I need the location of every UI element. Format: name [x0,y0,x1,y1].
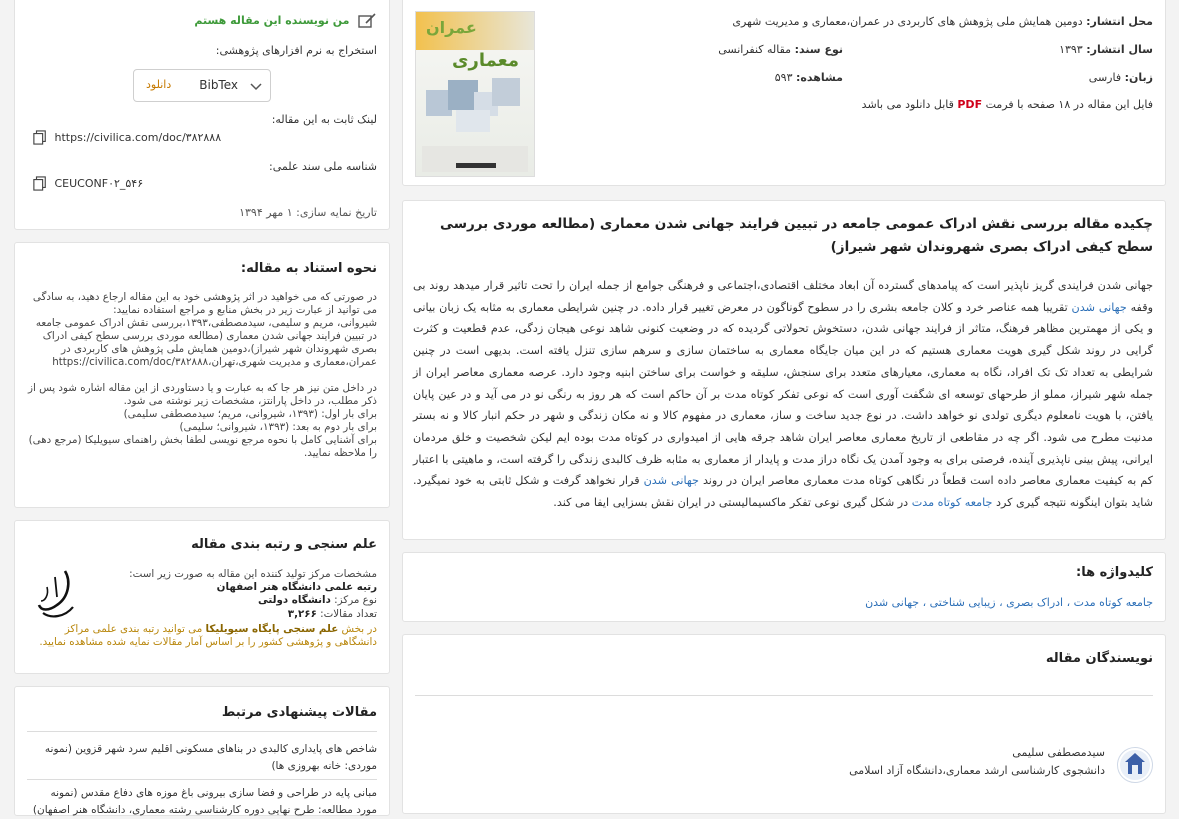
extract-label: استخراج به نرم افزارهای پژوهشی: [215,44,377,57]
export-format-select[interactable] [133,69,271,102]
citation-guide[interactable]: برای آشنایی کامل با نحوه مرجع نویسی لطفا بخش راهنمای سیویلیکا (مرجع دهی) را ملاحظه نمایید. [28,434,377,459]
copy-icon[interactable] [33,175,47,192]
keyword-separator: ، [1063,596,1074,609]
abstract-seg-1: جهانی شدن فرایندی گریز ناپذیر است که پیامدهای گسترده آن ابعاد مختلف اقتصادی،اجتماعی و فرهنگی جوامع از جمله ایران را تحت تاثیر قرار میدهد روند بی وقفه [413,279,1153,314]
citation-next: برای بار دوم به بعد: (۱۳۹۳، شیروانی؛ سلیمی) [179,421,377,433]
year-label: سال انتشار: [1086,43,1153,56]
keywords-card [402,552,1166,622]
related-divider [27,731,377,732]
info-lang [1089,71,1153,84]
info-year [1059,43,1153,56]
keyword-separator: ، [919,596,930,609]
university-emblem-icon [1118,748,1152,782]
abstract-text [413,275,1153,514]
cover-footer [422,146,528,172]
citation-title: نحوه استناد به مقاله: [240,261,377,276]
index-date: تاریخ نمایه سازی: ۱ مهر ۱۳۹۴ [239,206,377,219]
calligraphy-logo-icon [35,567,79,623]
ranking-card [14,520,390,674]
citation-body [27,291,377,460]
author-claim-row[interactable] [194,13,377,29]
citation-first: برای بار اول: (۱۳۹۳، شیروانی، مریم؛ سیدمصطفی سلیمی) [123,408,377,420]
national-id-row [33,175,143,192]
conference-cover-image[interactable] [415,11,535,177]
keyword-link-globalization-2[interactable]: جهانی شدن [643,474,699,488]
file-format: PDF [957,98,983,111]
authors-divider [415,695,1153,696]
publisher-label: محل انتشار: [1086,15,1153,28]
ranking-note [27,623,377,649]
edit-icon [357,13,377,29]
export-download-button[interactable]: دانلود [146,78,172,91]
cover-title-art: عمران [426,18,477,37]
keyword-item[interactable]: جامعه کوتاه مدت [1073,596,1153,609]
related-divider [27,779,377,780]
publisher-value: دومین همایش ملی پژوهش های کاربردی در عمران،معماری و مدیریت شهری [732,15,1083,28]
related-card [14,686,390,816]
year-value: ۱۳۹۳ [1059,43,1083,56]
cover-title-art2: معماری [452,50,519,71]
national-id-label: شناسه ملی سند علمی: [269,160,377,173]
citation-reference[interactable]: شیروانی، مریم و سلیمی، سیدمصطفی،۱۳۹۳،بررسی نقش ادراک عمومی جامعه در تبیین فرایند جهانی شدن معماری (مطالعه موردی بررسی سطح کیفی ادراک بصری شهروندان شهر شیراز)،دومین همایش ملی پژوهش های کاربردی در عمران،معماری و مدیریت شهری،تهران،https://civilica.com/doc/۳۸۲۸۸۸ [35,317,377,368]
file-info-pre: فایل این مقاله در ۱۸ صفحه با فرمت [985,98,1153,111]
related-item[interactable]: مبانی پایه در طراحی و فضا سازی بیرونی باغ موزه های دفاع مقدس (نمونه مورد مطالعه: طرح نهایی دوره کارشناسی رشته معماری، دانشگاه هنر اصفهان) [32,787,377,816]
citation-card [14,242,390,508]
abstract-card [402,200,1166,540]
ranking-intro: مشخصات مرکز تولید کننده این مقاله به صورت زیر است: [129,568,377,580]
chevron-down-icon [250,83,262,91]
ranking-university[interactable]: رتبه علمی دانشگاه هنر اصفهان [216,581,377,594]
ranking-count [27,608,377,621]
file-info [862,98,1153,111]
ranking-type-value: دانشگاه دولتی [258,594,331,607]
keywords-list [865,596,1153,609]
file-info-post: قابل دانلود می باشد [861,98,954,111]
views-value: ۵۹۳ [774,71,793,84]
national-id-value[interactable]: CEUCONF۰۲_۵۴۶ [54,176,144,190]
authors-card [402,634,1166,814]
university-calligraphy-logo [35,567,79,623]
keyword-item[interactable]: زیبایی شناختی [929,596,996,609]
info-doctype [718,43,843,56]
keyword-link-globalization[interactable]: جهانی شدن [1071,300,1127,314]
info-views [775,71,843,84]
doctype-label: نوع سند: [794,43,843,56]
permalink-label: لینک ثابت به این مقاله: [271,113,377,126]
citation-intro: در صورتی که می خواهید در اثر پژوهشی خود به این مقاله ارجاع دهید، به سادگی می توانید از عبارت زیر در بخش منابع و مراجع استفاده نمایید: [32,291,377,316]
abstract-seg-4: در شکل گیری نوعی تفکر ماکسیمالیستی در ایران نقش بسزایی ایفا می کند. [553,496,909,510]
related-title: مقالات پیشنهادی مرتبط [221,705,377,720]
views-label: مشاهده: [795,71,843,84]
ranking-title: علم سنجی و رتبه بندی مقاله [191,537,377,552]
abstract-title: چکیده مقاله بررسی نقش ادراک عمومی جامعه در تبیین فرایند جهانی شدن معماری (مطالعه موردی بررسی سطح کیفی ادراک بصری شهروندان شهر شیراز) [440,216,1153,255]
keywords-title: کلیدواژه ها: [1076,565,1153,580]
citation-intext: در داخل متن نیز هر جا که به عبارت و یا دستاوردی از این مقاله اشاره شود پس از ذکر مطلب، در داخل پارانتز، مشخصات زیر نوشته می شود. [28,382,377,407]
lang-label: زبان: [1124,71,1153,84]
cover-footer-bar [456,163,496,168]
keyword-link-short-term[interactable]: جامعه کوتاه مدت [911,496,993,510]
cover-cubes [426,76,522,136]
ranking-note-link[interactable]: علم سنجی پایگاه سیویلیکا [205,622,339,635]
ranking-count-value: ۳,۲۶۶ [287,607,317,620]
abstract-body [413,275,1153,514]
ranking-note-pre: در بخش [341,622,377,635]
permalink-value[interactable]: https://civilica.com/doc/۳۸۲۸۸۸ [54,130,222,144]
copy-icon[interactable] [33,129,47,146]
tools-card [14,0,390,230]
authors-title: نویسندگان مقاله [1045,651,1153,666]
keyword-item[interactable]: ادراک بصری [1006,596,1064,609]
info-publisher-row [593,15,1153,28]
keyword-separator: ، [995,596,1007,609]
lang-value: فارسی [1088,71,1122,84]
export-format-value: BibTex [199,78,238,92]
author-affiliation: دانشجوی کارشناسی ارشد معماری،دانشگاه آزاد اسلامی [849,764,1105,777]
author-university-logo [1117,747,1153,783]
ranking-count-label: تعداد مقالات: [320,607,377,620]
abstract-seg-3: قرار نخواهد گرفت و شکل ثابتی به خود نمیگیرد. شاید بتوان اینگونه نتیجه گیری کرد [413,474,1153,510]
keyword-item[interactable]: جهانی شدن [865,596,920,609]
ranking-type-label: نوع مرکز: [334,594,377,607]
author-claim-link[interactable]: من نویسنده این مقاله هستم [194,14,350,27]
permalink-row [33,129,221,146]
doctype-value: مقاله کنفرانسی [718,43,792,56]
author-name[interactable]: سیدمصطفی سلیمی [1012,746,1105,759]
ranking-note-post: می توانید رتبه بندی علمی مراکز دانشگاهی و پژوهشی کشور را بر اساس آمار مقالات نمایه شده مشاهده نمایید. [39,622,377,649]
ranking-body [27,568,377,649]
ranking-type [27,594,377,607]
related-item[interactable]: شاخص های پایداری کالبدی در بناهای مسکونی اقلیم سرد شهر قزوین (نمونه موردی: خانه بهروزی ها) [44,743,377,772]
article-info-card [402,0,1166,186]
abstract-seg-2: تقریبا همه عناصر خرد و کلان جامعه بشری را در سطوح گوناگون در معرض تغییر قرار داده. در چنین شرایطی معماری به مثابه یک زبان بیانی و یکی از مهمترین مظاهر فرهنگ، متاثر از فرایند جهانی شدن، دستخوش تحولاتی گردیده که در وضعیت کنونی شاهد نوعی هیجان زدگی، عدم قطعیت و کثرت گرایی در روند شکل گیری هویت معماری هستیم که در این میان جایگاه معماری به ساختمان سازی و سرهم سازی تنزل یافته است. بدیهی است در چنین شرایطی به تعداد تک تک افراد، نگاه به معماری، معیارهای متعدد برای سنجش، سلیقه و خواست برای ساختن ابنیه وجود دارد. عرصه معماری معاصر ایران از جمله شهر شیراز، مملو از طرحهای توسعه ای شگفت آوری است که نوعی تفکر کوتاه مدت بر آن حاکم است که هر روز به رنگی نو در می آید و در عین پایان یافتن، با هویت نامعلوم دیگری تولدی نو خواهد داشت. در نوع جدید ساخت و ساز، معماری در مفهوم کالا و نه مکان زندگی و شهر در حکم انبار کالا و نه بستر مدنیت مطرح می شود. اگر چه در مقاطعی از تاریخ معماری معاصر ایران شاهد جرقه هایی از امیدواری در کوتاه مدت بوده ایم لیکن شخصیت و خلق مردمان ایرانی، پیش بینی ناپذیری آینده، فرصتی برای به وجود آمدن یک نگاه دراز مدت و پایدار از معماری به مثابه ظرف کالبدی زندگی را گرفته است، و ماهیتی با اعتبار کم به کیفیت معماری معاصر داده است قطعاً در نگاهی کوتاه مدت معماری معاصر ایران در روند [413,300,1153,488]
